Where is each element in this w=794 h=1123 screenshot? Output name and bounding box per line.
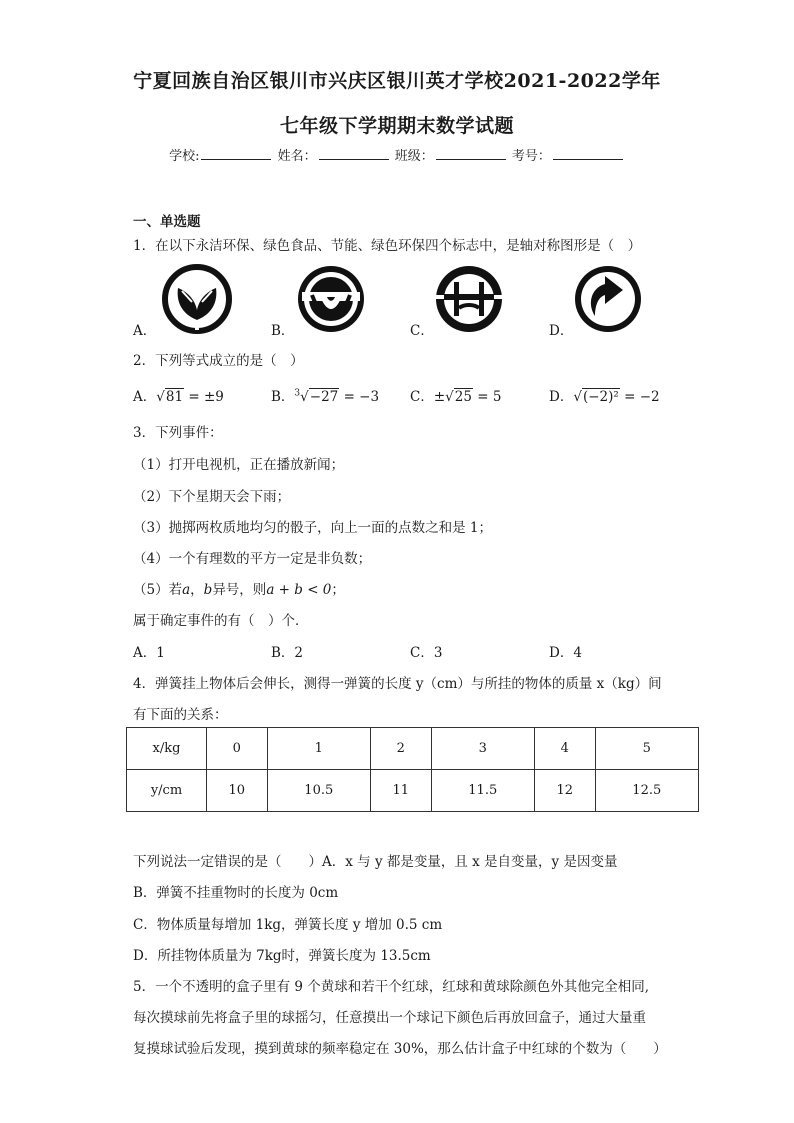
- q2-option-b: B．$^3$√−27 = −3: [271, 388, 380, 405]
- q3-question: 属于确定事件的有（ ）个．: [133, 613, 309, 629]
- q3-option-d: D．4: [549, 645, 582, 661]
- name-blank[interactable]: [319, 147, 389, 160]
- table-cell: 5: [595, 728, 698, 770]
- table-cell: 10.5: [267, 770, 370, 812]
- spring-data-table: [126, 727, 699, 812]
- table-cell: 12: [534, 770, 595, 812]
- q2-stem: 2．下列等式成立的是（ ）: [133, 353, 304, 369]
- q5-line2: 每次摸球前先将盒子里的球摇匀，任意摸出一个球记下颜色后再放回盒子，通过大量重: [133, 1010, 646, 1026]
- q3-item-4: （4）一个有理数的平方一定是非负数；: [133, 551, 372, 567]
- name-label: 姓名：: [277, 149, 317, 164]
- q5-line1: 5．一个不透明的盒子里有 9 个黄球和若干个红球，红球和黄球除颜色外其他完全相同,: [133, 979, 650, 995]
- q3-item-1: （1）打开电视机，正在播放新闻；: [133, 457, 345, 473]
- table-cell: 2: [370, 728, 431, 770]
- school-blank[interactable]: [201, 147, 271, 160]
- leaf-logo-icon: [162, 264, 232, 334]
- table-cell: 0: [207, 728, 268, 770]
- q5-line3: 复摸球试验后发现，摸到黄球的频率稳定在 30%，那么估计盒子中红球的个数为（ ）: [133, 1041, 667, 1057]
- table-cell: 4: [534, 728, 595, 770]
- exam-no-label: 考号：: [511, 149, 551, 164]
- q3-item-3: （3）抛掷两枚质地均匀的骰子，向上一面的点数之和是 1；: [133, 520, 492, 536]
- table-cell: 12.5: [595, 770, 698, 812]
- table-cell: 11.5: [431, 770, 534, 812]
- class-label: 班级：: [394, 149, 434, 164]
- q3-option-c: C．3: [410, 645, 443, 661]
- page-title-line2: 七年级下学期期末数学试题: [279, 115, 514, 137]
- exam-no-blank[interactable]: [553, 147, 623, 160]
- q1-option-d-label: D．: [549, 323, 574, 339]
- table-header-length: y/cm: [127, 770, 207, 812]
- q1-option-b-label: B．: [271, 323, 295, 339]
- q4-stem-line2: 有下面的关系：: [133, 707, 228, 723]
- green-food-logo-icon: [296, 264, 366, 334]
- table-header-mass: x/kg: [127, 728, 207, 770]
- q3-option-a: A．1: [133, 645, 165, 661]
- q1-stem: 1．在以下永洁环保、绿色食品、节能、绿色环保四个标志中，是轴对称图形是（ ）: [133, 238, 642, 254]
- q4-stem-line1: 4．弹簧挂上物体后会伸长，测得一弹簧的长度 y（cm）与所挂的物体的质量 x（kg）间: [133, 676, 662, 692]
- q3-option-b: B．2: [271, 645, 304, 661]
- section-title-single-choice: 一、单选题: [133, 214, 201, 230]
- q2-option-c: C．±√25 = 5: [410, 389, 502, 405]
- table-row-mass: [127, 728, 699, 770]
- table-cell: 10: [207, 770, 268, 812]
- class-blank[interactable]: [436, 147, 506, 160]
- q3-item-5: （5）若a，b异号，则a + b < 0；: [133, 582, 345, 598]
- table-cell: 1: [267, 728, 370, 770]
- student-info-row: [0, 145, 794, 164]
- q3-stem: 3．下列事件：: [133, 425, 223, 441]
- q2-option-d: D．√(−2)² = −2: [549, 389, 660, 405]
- q4-option-b: B．弹簧不挂重物时的长度为 0cm: [133, 885, 339, 901]
- school-label: 学校:: [169, 149, 200, 164]
- table-row-length: [127, 770, 699, 812]
- q4-option-d: D．所挂物体质量为 7kg时，弹簧长度为 13.5cm: [133, 948, 431, 964]
- q4-option-c: C．物体质量每增加 1kg，弹簧长度 y 增加 0.5 cm: [133, 917, 443, 933]
- q1-option-a-label: A．: [133, 323, 157, 339]
- page-title-line1: 宁夏回族自治区银川市兴庆区银川英才学校2021-2022学年: [133, 70, 661, 92]
- q2-option-a: A．√81 = ±9: [133, 389, 224, 405]
- energy-saving-logo-icon: [434, 264, 504, 334]
- q1-option-c-label: C．: [410, 323, 434, 339]
- recycling-arrow-logo-icon: [573, 264, 643, 334]
- table-cell: 3: [431, 728, 534, 770]
- table-cell: 11: [370, 770, 431, 812]
- q4-option-a-line: 下列说法一定错误的是（ ）A．x 与 y 都是变量，且 x 是自变量，y 是因变量: [133, 854, 618, 870]
- q3-item-2: （2）下个星期天会下雨；: [133, 489, 291, 505]
